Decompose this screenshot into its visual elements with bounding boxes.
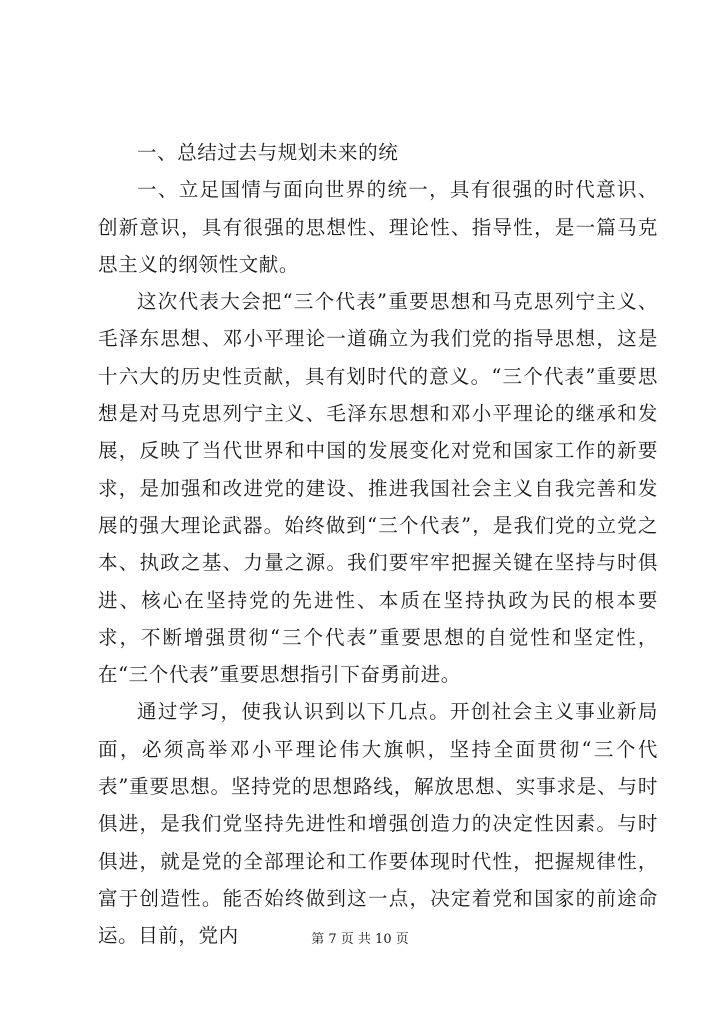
body-paragraph: 通过学习，使我认识到以下几点。开创社会主义事业新局面，必须高举邓小平理论伟大旗帜，坚持全面贯彻“三个代表”重要思想。坚持党的思想路线，解放思想、实事求是、与时俱进，是我们党坚持先进性和增强创造力的决定性因素。与时俱进，就是党的全部理论和工作要体现时代性，把握规律性，富于创造性。能否始终做到这一点，决定着党和国家的前途命运。目前，党内 bbox=[98, 700, 658, 948]
intro-paragraph: 一、立足国情与面向世界的统一，具有很强的时代意识、创新意识，具有很强的思想性、理论性、指导性，是一篇马克思主义的纲领性文献。 bbox=[98, 178, 658, 276]
page-number-footer: 第 7 页 共 10 页 bbox=[311, 932, 409, 947]
body-paragraph: 这次代表大会把“三个代表”重要思想和马克思列宁主义、毛泽东思想、邓小平理论一道确立为我们党的指导思想，这是十六大的历史性贡献，具有划时代的意义。“三个代表”重要思想是对马克思列宁主义、毛泽东思想和邓小平理论的继承和发展，反映了当代世界和中国的发展变化对党和国家工作的新要求，是加强和改进党的建设、推进我国社会主义自我完善和发展的强大理论武器。始终做到“三个代表”，是我们党的立党之本、执政之基、力量之源。我们要牢牢把握关键在坚持与时俱进、核心在坚持党的先进性、本质在坚持执政为民的根本要求，不断增强贯彻“三个代表”重要思想的自觉性和坚定性，在“三个代表”重要思想指引下奋勇前进。 bbox=[98, 290, 658, 687]
heading-paragraph: 一、总结过去与规划未来的统 bbox=[137, 141, 399, 164]
document-body bbox=[98, 134, 658, 955]
